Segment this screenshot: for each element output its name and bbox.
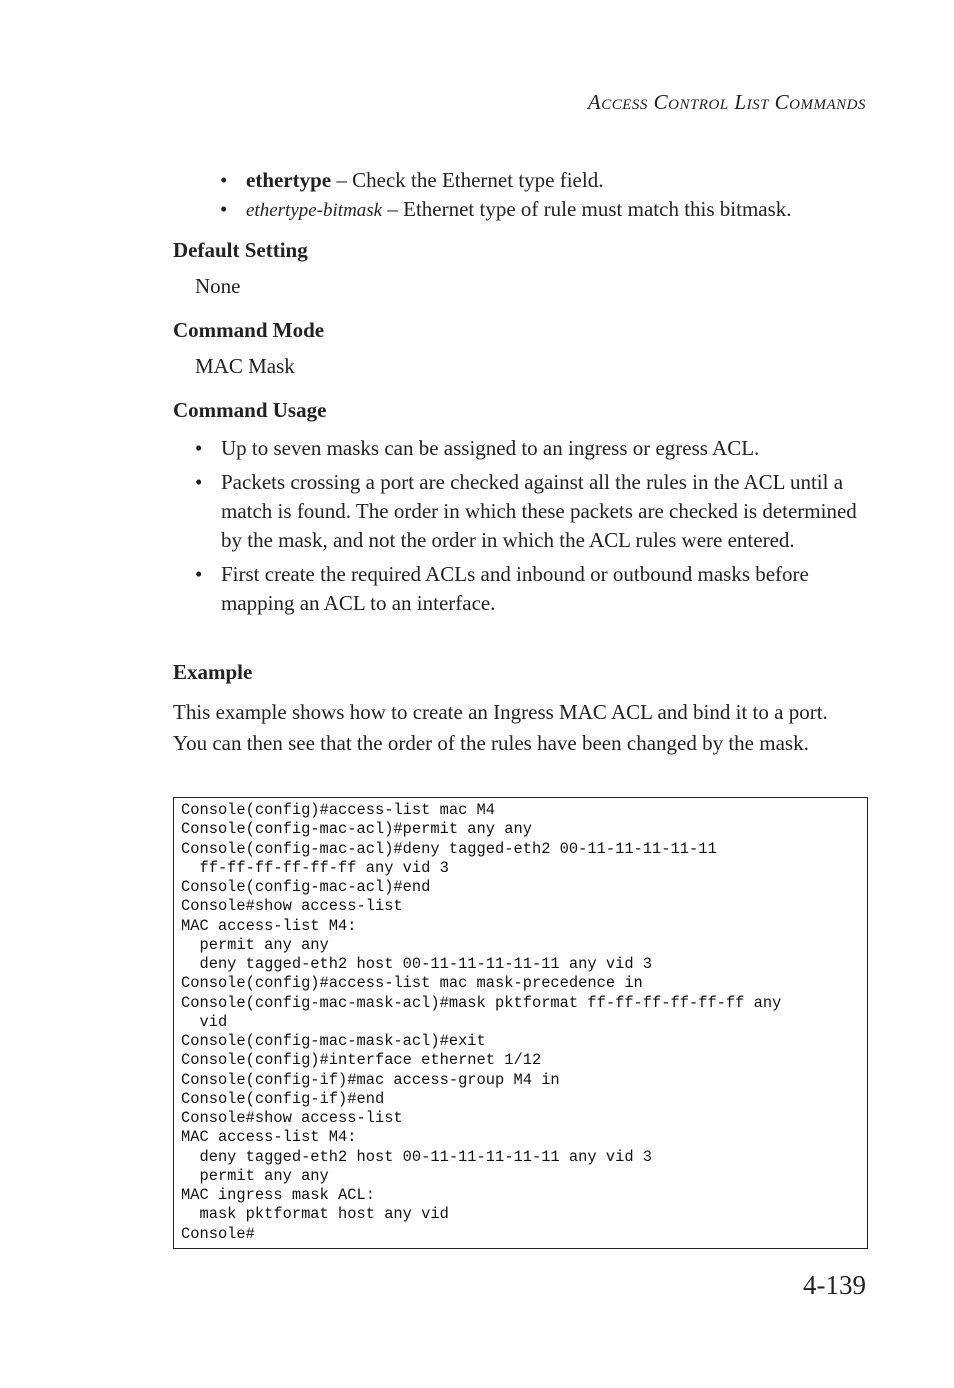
usage-item: • First create the required ACLs and inbound or outbound masks before mapping an ACL to an interface. (195, 560, 867, 618)
example-heading: Example (173, 660, 253, 684)
code-line: Console(config-mac-mask-acl)#mask pktformat ff-ff-ff-ff-ff-ff any (181, 993, 782, 1012)
option-keyword: ethertype (246, 168, 332, 192)
code-line: Console(config-if)#mac access-group M4 in (181, 1070, 560, 1089)
code-line: Console(config-if)#end (181, 1089, 385, 1108)
code-line: MAC access-list M4: (181, 916, 357, 935)
usage-item: • Up to seven masks can be assigned to an ingress or egress ACL. (195, 434, 867, 463)
code-line: Console(config-mac-acl)#deny tagged-eth2 00-11-11-11-11-11 (181, 839, 717, 858)
command-mode-value: MAC Mask (195, 354, 295, 378)
default-setting-value: None (195, 274, 241, 298)
running-header: Access Control List Commands (587, 90, 866, 114)
code-line: MAC ingress mask ACL: (181, 1186, 375, 1204)
default-setting-heading: Default Setting (173, 238, 308, 262)
command-mode-heading: Command Mode (173, 318, 325, 342)
code-line: ff-ff-ff-ff-ff-ff any vid 3 (181, 858, 449, 877)
code-line: Console(config-mac-acl)#end (181, 878, 431, 896)
code-line: vid (181, 1012, 228, 1031)
code-line: Console(config-mac-acl)#permit any any (181, 820, 532, 839)
code-line: Console(config-mac-mask-acl)#exit (181, 1032, 486, 1050)
page-number: 4-139 (803, 1270, 866, 1300)
command-usage-heading: Command Usage (173, 398, 327, 422)
code-line: Console(config)#access-list mac mask-precedence in (181, 974, 643, 993)
code-line: mask pktformat host any vid (181, 1205, 449, 1224)
code-example (173, 797, 868, 1249)
code-line: Console(config)#interface ethernet 1/12 (181, 1051, 542, 1070)
code-line: Console#show access-list (181, 897, 403, 916)
option-list (220, 166, 880, 225)
option-keyword: ethertype-bitmask (246, 200, 383, 221)
code-line: permit any any (181, 1166, 329, 1185)
code-line: Console(config)#access-list mac M4 (181, 801, 496, 819)
option-description: – Check the Ethernet type field. (331, 168, 604, 192)
code-line: Console#show access-list (181, 1109, 403, 1127)
command-usage-list (195, 434, 867, 623)
code-line: Console# (181, 1224, 255, 1243)
option-description: – Ethernet type of rule must match this bitmask. (382, 197, 792, 221)
usage-item: • Packets crossing a port are checked against all the rules in the ACL until a match is found. The order in which these packets are checked is determined by the mask, and not the order in which the ACL rules were entered. (195, 468, 867, 555)
option-item (220, 195, 880, 225)
code-line: deny tagged-eth2 host 00-11-11-11-11-11 any vid 3 (181, 955, 653, 973)
code-line: MAC access-list M4: (181, 1128, 357, 1147)
code-line: permit any any (181, 935, 329, 954)
option-item (220, 166, 880, 195)
example-description: This example shows how to create an Ingress MAC ACL and bind it to a port. You can then see that the order of the rules have been changed by the mask. (173, 700, 828, 755)
code-line: deny tagged-eth2 host 00-11-11-11-11-11 any vid 3 (181, 1147, 653, 1166)
